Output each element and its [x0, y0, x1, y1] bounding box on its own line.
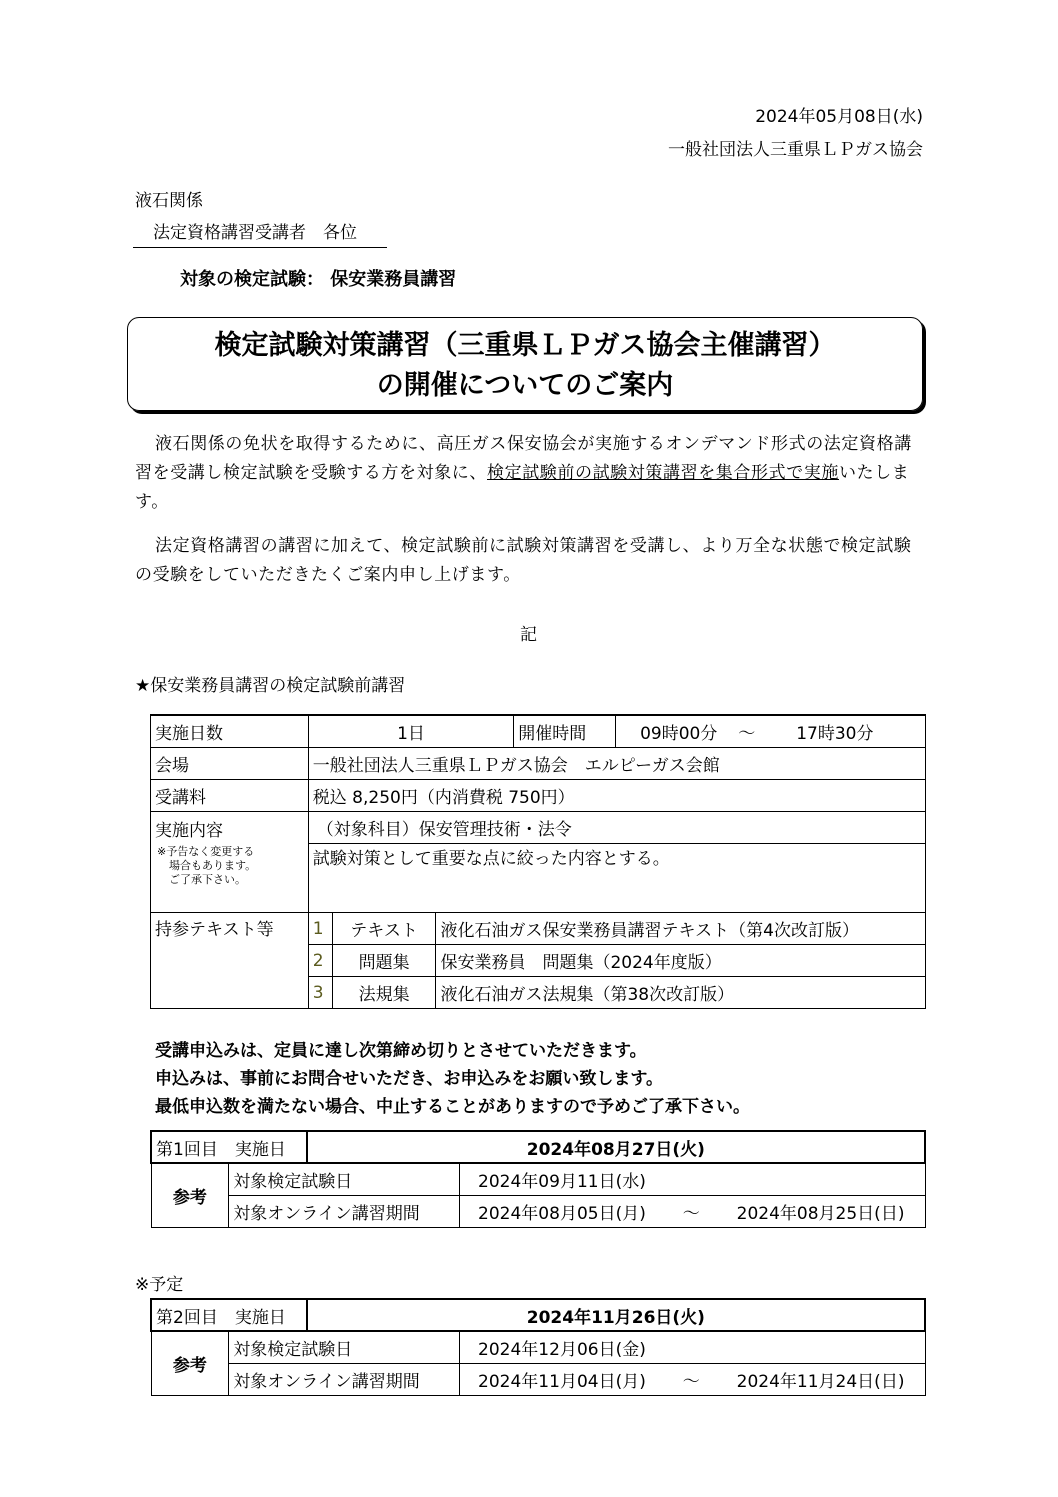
notice-block [155, 1037, 750, 1121]
venue-label: 会場 [151, 748, 309, 780]
days-value: 1日 [308, 715, 513, 748]
schedule2-online-label: 対象オンライン講習期間 [229, 1364, 460, 1396]
schedule1-online-label: 対象オンライン講習期間 [229, 1196, 460, 1228]
subject-line [180, 265, 456, 291]
schedule2-round-label: 第2回目 実施日 [151, 1299, 307, 1331]
addressee-line2: 法定資格講習受講者 各位 [133, 218, 387, 248]
notice-line2: 申込みは、事前にお問合せいただき、お申込みをお願い致します。 [155, 1069, 663, 1089]
text-no-2: 2 [308, 945, 332, 977]
schedule1-exam-date: 2024年09月11日(水) [460, 1163, 925, 1196]
schedule1-online-start: 2024年08月05日(月) [478, 1204, 646, 1224]
text-name-2: 保安業務員 問題集（2024年度版） [436, 945, 926, 977]
content-note-1: ※予告なく変更する [157, 845, 255, 858]
paragraph-1-part2: いたします。 [135, 463, 910, 512]
subject-value: 保安業務員講習 [330, 269, 457, 290]
schedule1-online-period [460, 1196, 925, 1228]
notice-line1: 受講申込みは、定員に達し次第締め切りとさせていただきます。 [155, 1041, 647, 1061]
paragraph-2: 法定資格講習の講習に加えて、検定試験前に試験対策講習を受講し、より万全な状態で検定試験の受験をしていただきたくご案内申し上げます。 [135, 536, 912, 585]
schedule1-date: 2024年08月27日(火) [307, 1131, 925, 1163]
content-value2: 試験対策として重要な点に絞った内容とする。 [308, 843, 925, 912]
content-note-3: ご了承下さい。 [169, 873, 246, 886]
content-label-cell [151, 812, 309, 913]
paragraph-1-part1: 液石関係の免状を取得するために、高圧ガス保安協会が実施するオンデマンド形式の法定資格講習を受講し検定試験を受験する方を対象に、 [135, 434, 912, 483]
title-line1: 検定試験対策講習（三重県ＬＰガス協会主催講習） [214, 330, 836, 361]
issue-date: 2024年05月08日(水) [755, 107, 923, 127]
title-line2: の開催についてのご案内 [376, 370, 674, 401]
addressee-line1: 液石関係 [135, 191, 203, 211]
paragraph-1 [135, 430, 923, 517]
schedule2-ref-label: 参考 [151, 1331, 229, 1396]
organization-name: 一般社団法人三重県ＬＰガス協会 [668, 140, 923, 160]
paragraph-1-underlined: 検定試験前の試験対策講習を集合形式で実施 [487, 463, 839, 483]
text-kind-3: 法規集 [332, 977, 436, 1009]
subject-label: 対象の検定試験： [180, 269, 324, 290]
time-label: 開催時間 [514, 715, 616, 748]
content-value1: （対象科目）保安管理技術・法令 [308, 812, 925, 844]
content-label: 実施内容 [155, 821, 223, 841]
schedule1-online-sep: ～ [682, 1204, 700, 1224]
notice-line3: 最低申込数を満たない場合、中止することがありますので予めご了承下さい。 [155, 1097, 750, 1117]
schedule2-exam-label: 対象検定試験日 [229, 1331, 460, 1364]
text-no-1: 1 [308, 913, 332, 945]
ki-mark: 記 [520, 625, 537, 645]
schedule2-online-start: 2024年11月04日(月) [478, 1372, 646, 1392]
schedule-table-1 [150, 1130, 926, 1228]
time-sep: ～ [738, 724, 756, 744]
section-heading: ★保安業務員講習の検定試験前講習 [135, 676, 406, 696]
schedule1-round-label: 第1回目 実施日 [151, 1131, 307, 1163]
schedule1-exam-label: 対象検定試験日 [229, 1163, 460, 1196]
title-box [127, 317, 923, 411]
schedule2-date: 2024年11月26日(火) [307, 1299, 925, 1331]
text-name-1: 液化石油ガス保安業務員講習テキスト（第4次改訂版） [436, 913, 926, 945]
text-no-3: 3 [308, 977, 332, 1009]
schedule2-online-end: 2024年11月24日(日) [736, 1372, 905, 1392]
schedule1-ref-label: 参考 [151, 1163, 229, 1228]
text-kind-1: テキスト [332, 913, 436, 945]
fee-value: 税込 8,250円（内消費税 750円） [308, 780, 925, 812]
days-label: 実施日数 [151, 715, 309, 748]
schedule1-online-end: 2024年08月25日(日) [736, 1204, 905, 1224]
content-note-2: 場合もあります。 [169, 859, 257, 872]
course-table [150, 714, 926, 1009]
text-kind-2: 問題集 [332, 945, 436, 977]
time-value [616, 715, 926, 748]
schedule-table-2 [150, 1298, 926, 1396]
fee-label: 受講料 [151, 780, 309, 812]
time-end: 17時30分 [796, 724, 874, 744]
text-label: 持参テキスト等 [151, 913, 309, 1009]
schedule2-online-sep: ～ [682, 1372, 700, 1392]
schedule2-exam-date: 2024年12月06日(金) [460, 1331, 925, 1364]
yotei-note: ※予定 [135, 1275, 184, 1295]
venue-value: 一般社団法人三重県ＬＰガス協会 エルピーガス会館 [308, 748, 925, 780]
time-start: 09時00分 [640, 724, 718, 744]
text-name-3: 液化石油ガス法規集（第38次改訂版） [436, 977, 926, 1009]
schedule2-online-period [460, 1364, 925, 1396]
